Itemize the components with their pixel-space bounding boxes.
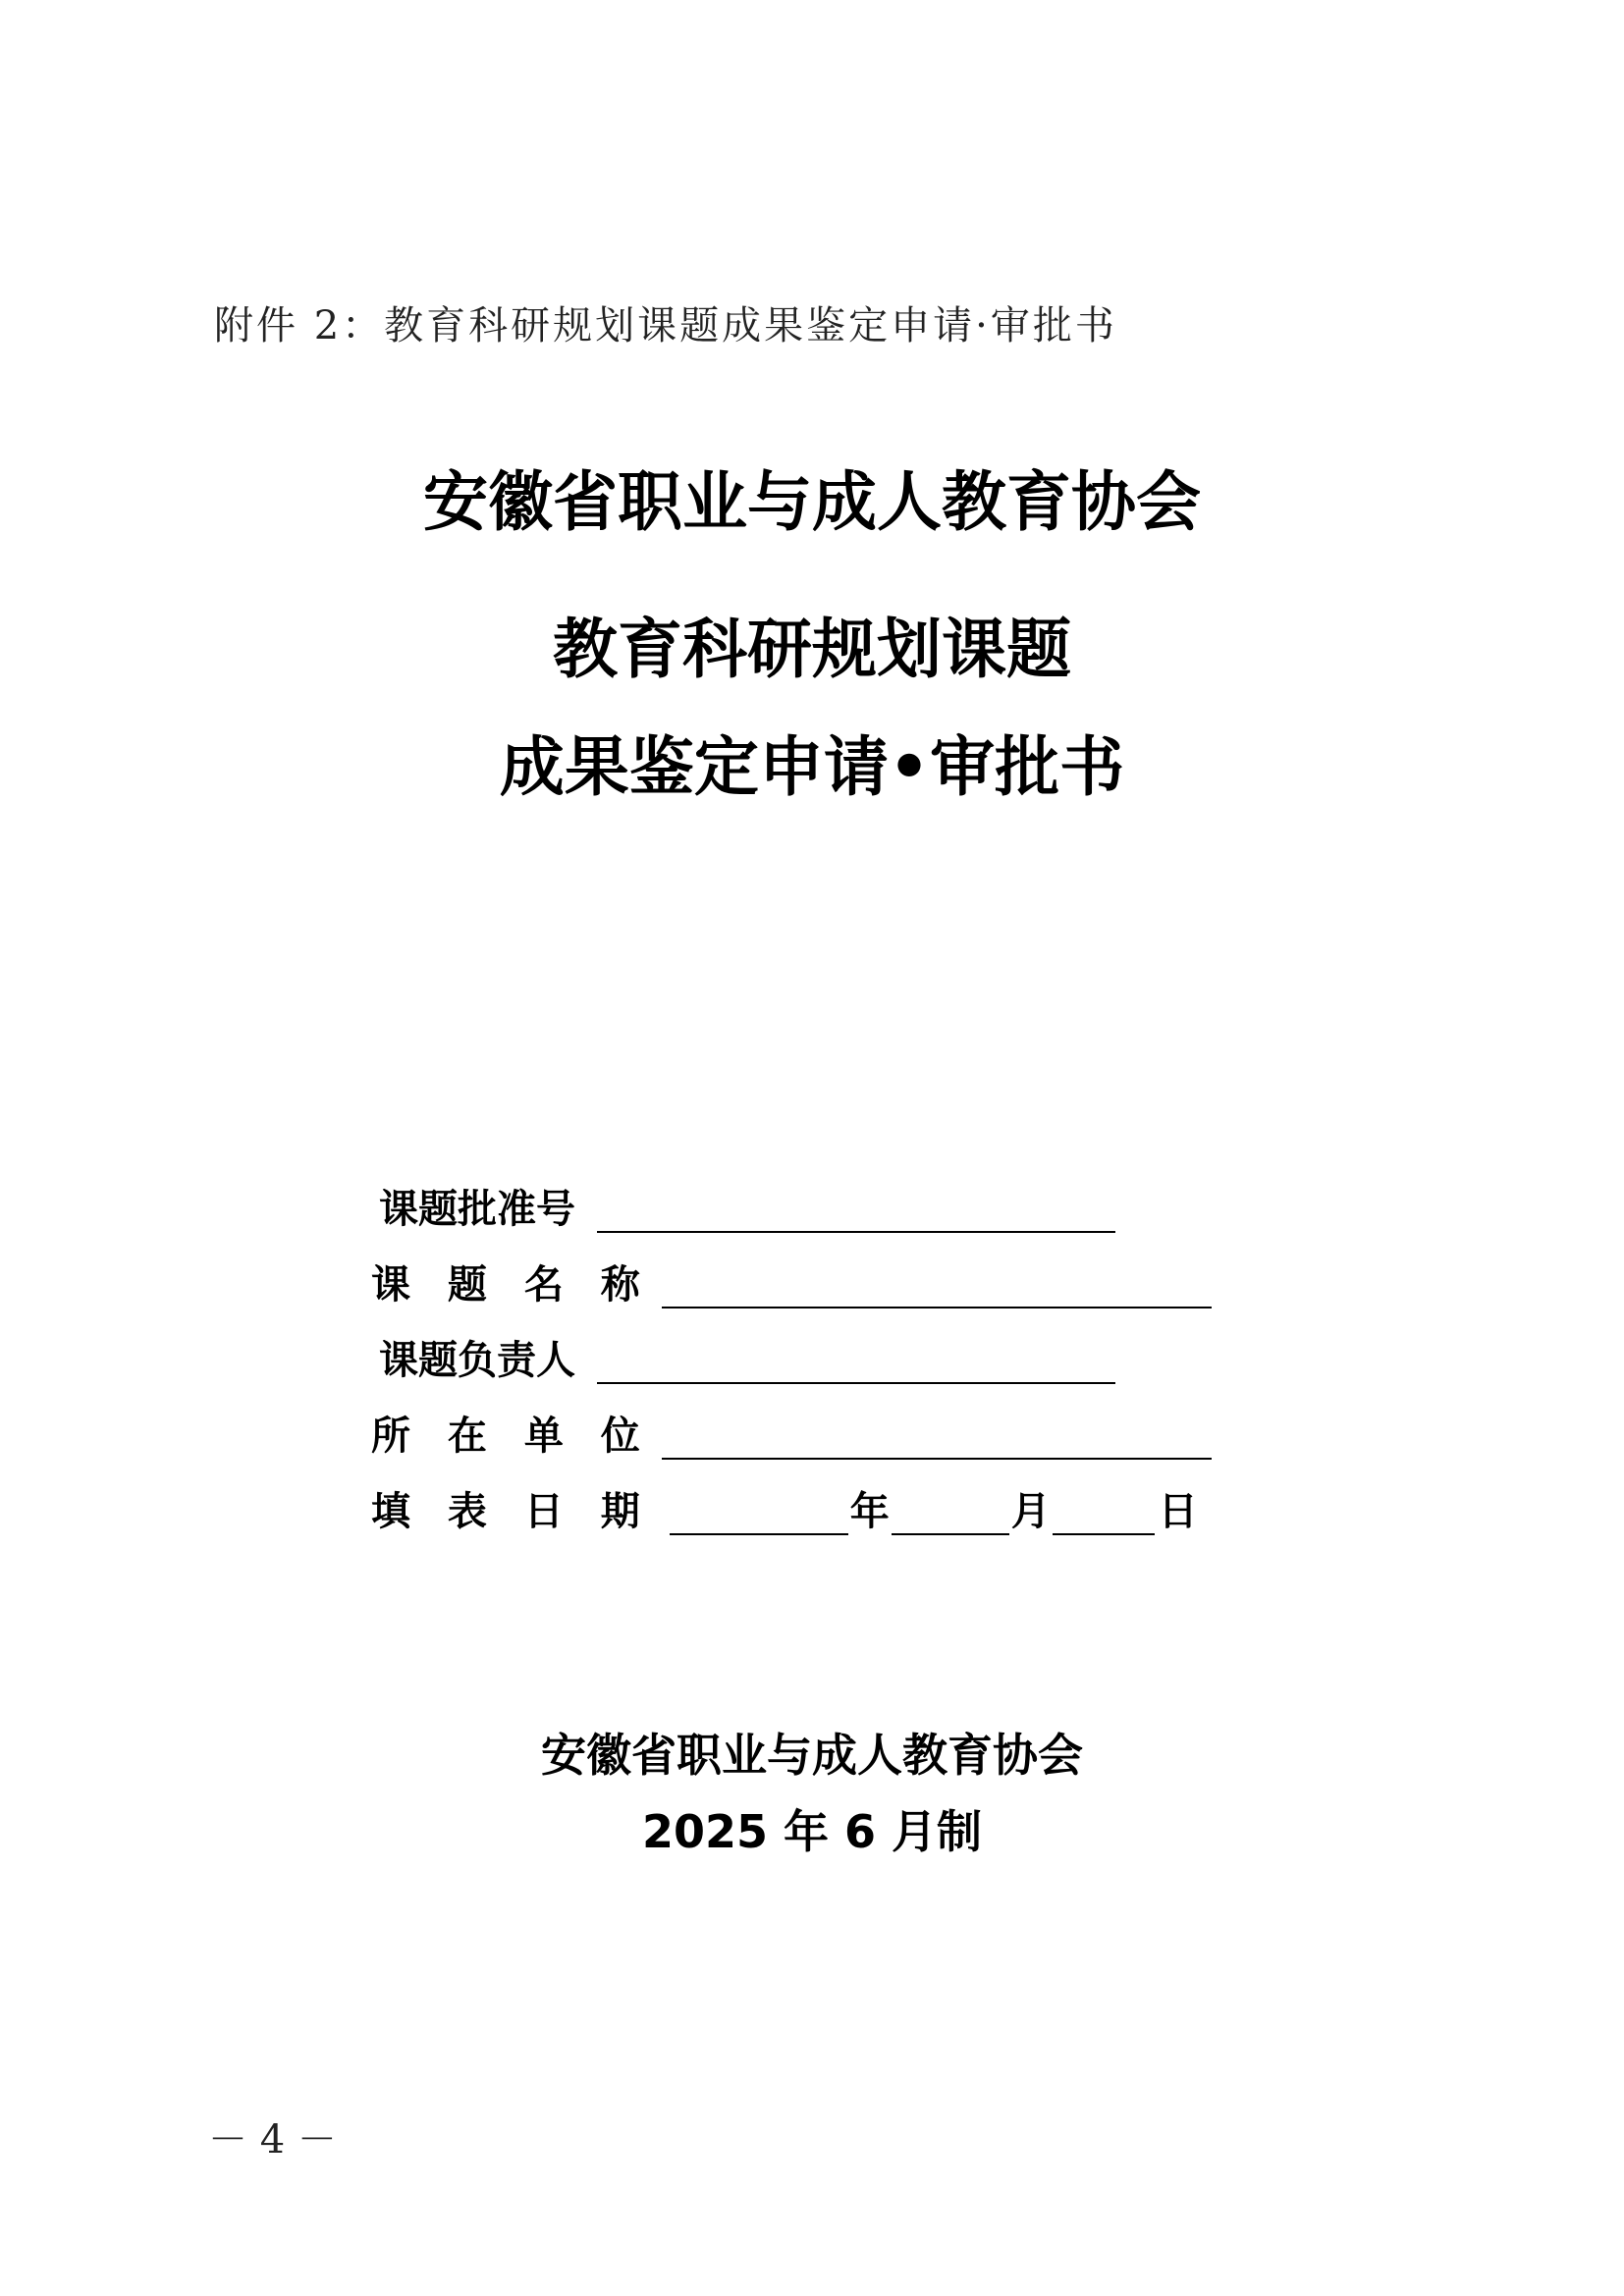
principal-label: 课题负责人 (379, 1338, 575, 1383)
project-name-label: 课 题 名 称 (371, 1262, 652, 1308)
fill-date-row (371, 1480, 1198, 1535)
approval-number-row (371, 1178, 1115, 1233)
year-field[interactable] (670, 1490, 848, 1535)
title-project-type: 教育科研规划课题 (553, 612, 1071, 687)
approval-number-label: 课题批准号 (379, 1187, 575, 1232)
footer-organization: 安徽省职业与成人教育协会 (541, 1729, 1083, 1782)
organization-field[interactable] (662, 1415, 1212, 1460)
project-name-row (371, 1254, 1212, 1308)
principal-row (371, 1329, 1115, 1384)
fill-date-label: 填 表 日 期 (371, 1489, 652, 1534)
day-label: 日 (1158, 1489, 1198, 1534)
attachment-heading: 附件 2：教育科研规划课题成果鉴定申请·审批书 (214, 303, 1117, 348)
project-name-field[interactable] (662, 1263, 1212, 1308)
principal-field[interactable] (597, 1339, 1115, 1384)
title-form-name: 成果鉴定申请•审批书 (499, 729, 1125, 805)
organization-label: 所 在 单 位 (371, 1414, 652, 1459)
month-label: 月 (1010, 1489, 1051, 1534)
title-organization: 安徽省职业与成人教育协会 (423, 464, 1201, 540)
organization-row (371, 1405, 1212, 1460)
year-label: 年 (849, 1489, 890, 1534)
month-field[interactable] (892, 1490, 1009, 1535)
approval-number-field[interactable] (597, 1188, 1115, 1233)
page-number: － 4 － (208, 2117, 337, 2163)
day-field[interactable] (1053, 1490, 1155, 1535)
footer-date: 2025 年 6 月制 (641, 1805, 983, 1858)
